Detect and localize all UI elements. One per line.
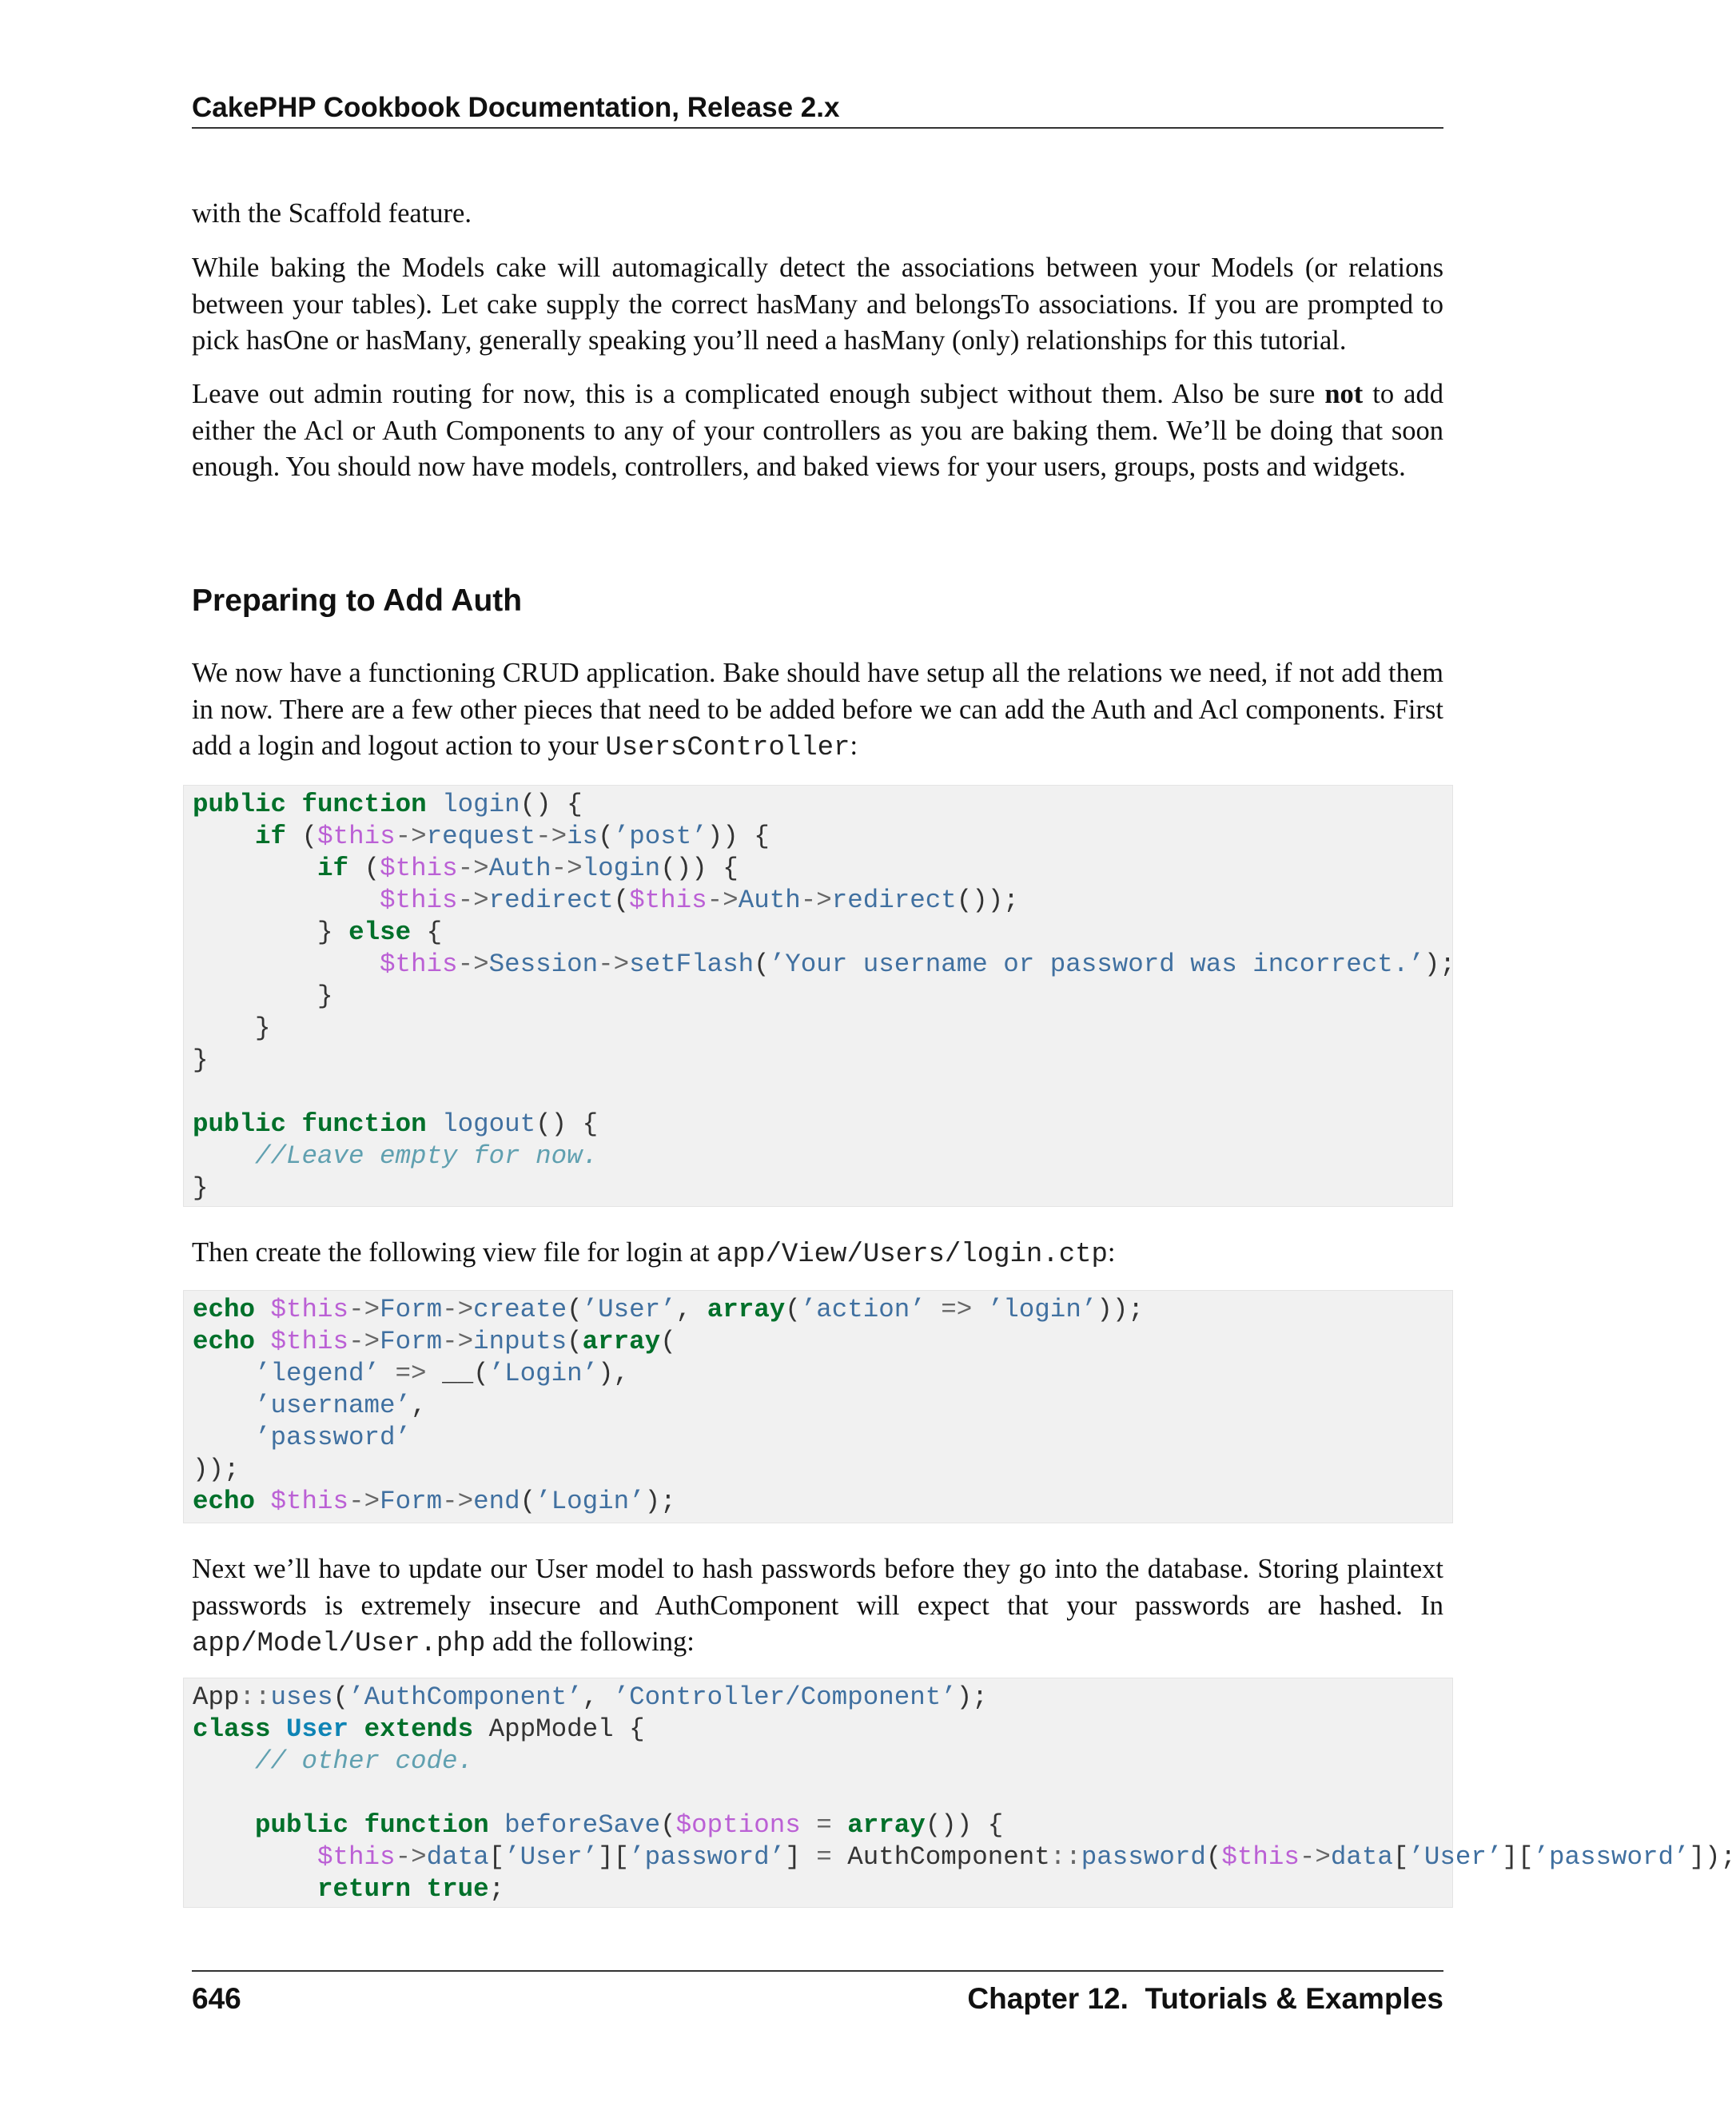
- bold-not: not: [1324, 379, 1364, 409]
- code-token: }: [317, 981, 333, 1011]
- code-token: function: [301, 790, 427, 819]
- code-token: ’login’: [987, 1295, 1097, 1324]
- code-token: =: [816, 1842, 832, 1872]
- code-token: ::: [1049, 1842, 1081, 1872]
- code-token: ));: [193, 1455, 240, 1484]
- code-token: $this: [380, 886, 458, 915]
- code-token: function: [301, 1109, 427, 1139]
- code-token: extends: [364, 1714, 474, 1744]
- code-token: ->: [457, 950, 489, 979]
- running-header: CakePHP Cookbook Documentation, Release 2.x: [192, 90, 1443, 129]
- code-token: ]: [785, 1842, 817, 1872]
- code-token: beforeSave: [504, 1810, 661, 1840]
- code-token: ’User’: [1408, 1842, 1503, 1872]
- code-token: ’Login’: [536, 1487, 645, 1516]
- paragraph-text: add the following:: [485, 1626, 695, 1657]
- code-token: ),: [598, 1359, 630, 1388]
- code-token: ’password’: [1533, 1842, 1690, 1872]
- code-token: ->: [800, 886, 832, 915]
- code-token: echo: [193, 1327, 256, 1356]
- code-token: data: [1330, 1842, 1393, 1872]
- code-token: ()) {: [925, 1810, 1004, 1840]
- code-token: echo: [193, 1295, 256, 1324]
- code-token: App: [193, 1682, 240, 1712]
- code-token: ’password’: [629, 1842, 786, 1872]
- code-token: public: [255, 1810, 349, 1840]
- code-token: function: [364, 1810, 489, 1840]
- code-token: (: [567, 1327, 583, 1356]
- section-heading: Preparing to Add Auth: [192, 583, 523, 618]
- code-token: if: [255, 822, 287, 851]
- paragraph-scaffold: with the Scaffold feature.: [192, 198, 472, 229]
- code-block-login-view: [183, 1290, 1453, 1523]
- code-token: $this: [317, 1842, 396, 1872]
- code-token: password: [1081, 1842, 1206, 1872]
- page-number: 646: [192, 1982, 241, 2015]
- code-token: login: [442, 790, 520, 819]
- code-token: Auth: [738, 886, 801, 915]
- code-token: ’Your username or password was incorrect.’: [769, 950, 1424, 979]
- code-token: logout: [442, 1109, 536, 1139]
- code-token: ));: [1097, 1295, 1144, 1324]
- code-token: $this: [270, 1295, 349, 1324]
- code-token: true: [426, 1874, 489, 1904]
- code-token: echo: [193, 1487, 256, 1516]
- code-token: Session: [488, 950, 599, 979]
- inline-code: UsersController: [605, 733, 850, 763]
- code-token: ’legend’: [255, 1359, 380, 1388]
- footer-chapter-title: Chapter 12. Tutorials & Examples: [967, 1982, 1443, 2015]
- code-token: ]);: [1689, 1842, 1736, 1872]
- code-token: (: [301, 822, 318, 851]
- code-token: ->: [395, 1842, 427, 1872]
- code-token: $this: [317, 822, 396, 851]
- code-token: AppModel {: [488, 1714, 645, 1744]
- code-token: ’User’: [504, 1842, 599, 1872]
- code-token: data: [426, 1842, 489, 1872]
- code-token: else: [348, 918, 412, 947]
- code-token: ->: [457, 854, 489, 883]
- code-token: =>: [380, 1359, 443, 1388]
- paragraph-text: :: [1107, 1237, 1116, 1268]
- code-token: (: [1205, 1842, 1222, 1872]
- code-token: is: [567, 822, 599, 851]
- paragraph-baking-models: While baking the Models cake will automagically detect the associations between your Models (or relations between your tables). Let cake supply the correct hasMany and belongsTo associations. If you are prompted to pick hasOne or hasMany, generally speaking you’ll need a hasMany (only) relationships for this tutorial.: [192, 253, 1443, 356]
- code-token: (: [754, 950, 770, 979]
- code-token: login: [582, 854, 661, 883]
- code-token: ->: [707, 886, 739, 915]
- inline-code: app/Model/User.php: [192, 1629, 486, 1659]
- code-comment: // other code.: [255, 1746, 474, 1776]
- code-token: Auth: [488, 854, 551, 883]
- code-token: }: [317, 918, 333, 947]
- code-token: AuthComponent: [831, 1842, 1050, 1872]
- code-token: ][: [1502, 1842, 1534, 1872]
- code-token: inputs: [473, 1327, 567, 1356]
- code-token: =>: [925, 1295, 988, 1324]
- code-token: ->: [395, 822, 427, 851]
- code-token: if: [317, 854, 349, 883]
- code-token: ->: [457, 886, 489, 915]
- code-token: (: [598, 822, 614, 851]
- code-token: ->: [598, 950, 630, 979]
- code-token: ;: [488, 1874, 505, 1904]
- code-token: (: [332, 1682, 349, 1712]
- code-token: ->: [348, 1295, 380, 1324]
- code-token: )) {: [707, 822, 770, 851]
- code-token: {: [426, 918, 443, 947]
- code-token: ,: [411, 1391, 427, 1420]
- code-token: ());: [956, 886, 1019, 915]
- code-token: }: [193, 1045, 209, 1075]
- code-token: (: [520, 1487, 536, 1516]
- code-token: return: [317, 1874, 412, 1904]
- code-token: request: [426, 822, 536, 851]
- code-token: __: [442, 1359, 474, 1388]
- code-token: $this: [380, 950, 458, 979]
- code-token: ->: [536, 822, 567, 851]
- paragraph-hash-passwords: [192, 1551, 1443, 1663]
- code-token: end: [473, 1487, 520, 1516]
- code-block-users-controller: [183, 785, 1453, 1207]
- code-token: () {: [520, 790, 583, 819]
- code-token: $this: [629, 886, 707, 915]
- paragraph-view-file: [192, 1235, 1443, 1274]
- code-token: =: [800, 1810, 848, 1840]
- code-token: $this: [380, 854, 458, 883]
- code-token: ,: [675, 1295, 707, 1324]
- code-token: public: [193, 790, 287, 819]
- code-token: Form: [380, 1295, 443, 1324]
- code-token: (: [364, 854, 380, 883]
- code-token: create: [473, 1295, 567, 1324]
- paragraph-admin-routing: [192, 376, 1443, 486]
- code-token: (: [660, 1810, 676, 1840]
- code-token: );: [644, 1487, 676, 1516]
- footer-rule: [192, 1970, 1443, 1972]
- code-token: ->: [442, 1327, 474, 1356]
- code-token: setFlash: [629, 950, 755, 979]
- code-token: redirect: [831, 886, 957, 915]
- code-token: ()) {: [660, 854, 739, 883]
- code-token: ->: [348, 1487, 380, 1516]
- code-comment: //Leave empty for now.: [255, 1141, 599, 1171]
- code-token: redirect: [488, 886, 614, 915]
- code-token: ->: [551, 854, 583, 883]
- code-token: ’password’: [255, 1423, 412, 1452]
- code-token: (: [567, 1295, 583, 1324]
- code-token: $this: [270, 1327, 349, 1356]
- code-token: (: [473, 1359, 489, 1388]
- code-token: ’action’: [800, 1295, 926, 1324]
- code-token: array: [707, 1295, 786, 1324]
- inline-code: app/View/Users/login.ctp: [716, 1240, 1108, 1270]
- code-token: [: [1392, 1842, 1409, 1872]
- code-token: (: [613, 886, 630, 915]
- code-token: ’Login’: [488, 1359, 599, 1388]
- code-token: ->: [1299, 1842, 1331, 1872]
- code-token: }: [255, 1013, 271, 1043]
- paragraph-text: to add either the Acl or Auth Components to any of your controllers as you are baking them. We’ll be doing that soon enough. You should now have models, controllers, and baked views for your users, groups, posts and widgets.: [192, 379, 1443, 482]
- code-token: ::: [239, 1682, 271, 1712]
- code-token: class: [193, 1714, 271, 1744]
- code-token: array: [582, 1327, 661, 1356]
- code-token: $this: [270, 1487, 349, 1516]
- code-token: uses: [270, 1682, 333, 1712]
- code-block-user-model: [183, 1678, 1736, 1908]
- code-token: ->: [442, 1487, 474, 1516]
- code-token: $options: [675, 1810, 801, 1840]
- code-token: Form: [380, 1487, 443, 1516]
- code-token: (: [660, 1327, 676, 1356]
- code-token: (: [785, 1295, 801, 1324]
- code-token: ][: [598, 1842, 630, 1872]
- code-token: );: [1423, 950, 1455, 979]
- code-token: ’User’: [582, 1295, 676, 1324]
- code-token: ->: [442, 1295, 474, 1324]
- code-token: array: [847, 1810, 926, 1840]
- paragraph-text: Next we’ll have to update our User model to hash passwords before they go into the database. Storing plaintext passwords is extremely insecure and AuthComponent will expect that your passwords are hashed. In: [192, 1554, 1443, 1621]
- code-token: );: [956, 1682, 988, 1712]
- code-token: public: [193, 1109, 287, 1139]
- code-token: ,: [582, 1682, 614, 1712]
- code-token: ’username’: [255, 1391, 412, 1420]
- code-token: Form: [380, 1327, 443, 1356]
- code-token: ->: [348, 1327, 380, 1356]
- code-token: () {: [536, 1109, 599, 1139]
- code-token: ’AuthComponent’: [348, 1682, 583, 1712]
- paragraph-text: Then create the following view file for login at: [192, 1237, 717, 1268]
- code-token: $this: [1221, 1842, 1300, 1872]
- code-token: }: [193, 1173, 209, 1203]
- paragraph-text: :: [850, 731, 858, 761]
- paragraph-text: Leave out admin routing for now, this is a complicated enough subject without them. Also be sure: [192, 379, 1325, 409]
- code-token: ’post’: [613, 822, 707, 851]
- paragraph-crud-app: [192, 655, 1443, 767]
- code-token: [: [488, 1842, 505, 1872]
- code-token: ’Controller/Component’: [613, 1682, 957, 1712]
- code-token: User: [286, 1714, 349, 1744]
- paragraph-text: We now have a functioning CRUD application. Bake should have setup all the relations we need, if not add them in now. There are a few other pieces that need to be added before we can add the Auth and Acl components. First add a login and logout action to your: [192, 658, 1443, 761]
